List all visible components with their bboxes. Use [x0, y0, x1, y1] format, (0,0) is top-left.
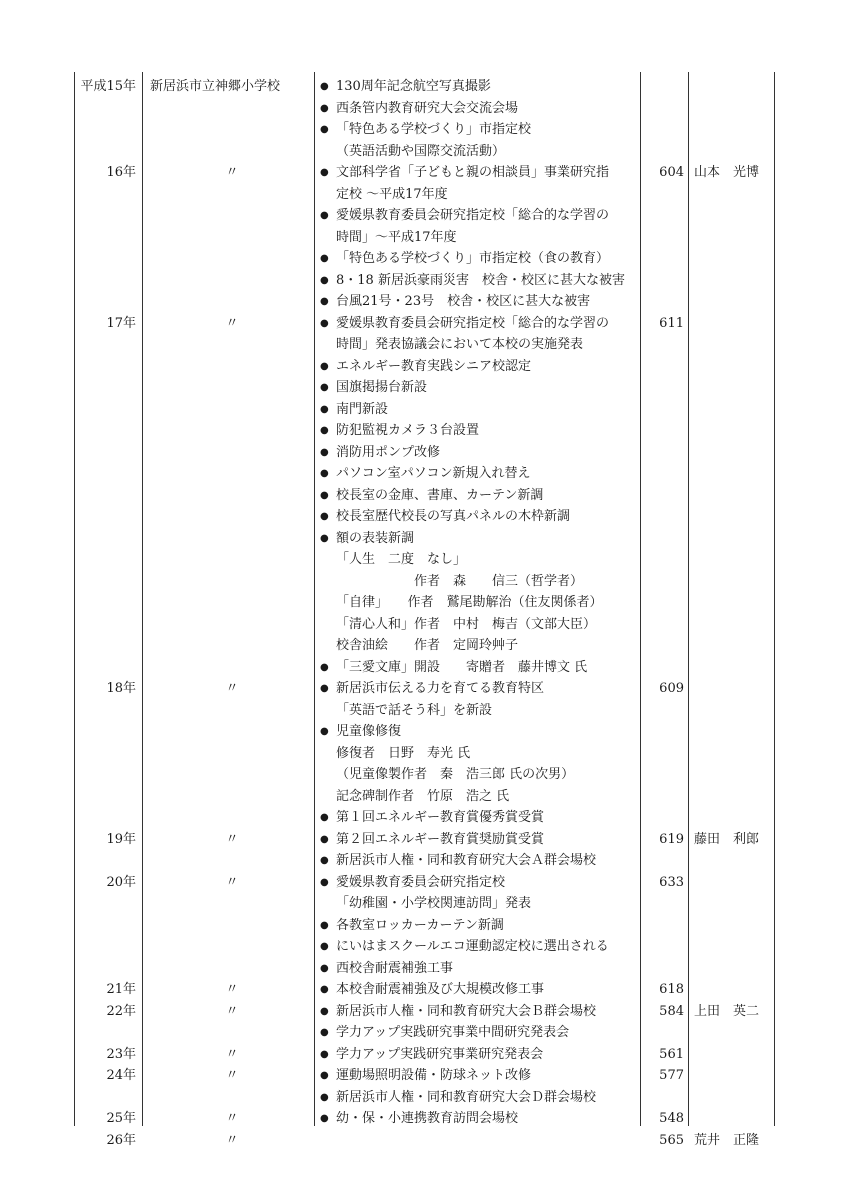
- event-line: 学力アップ実践研究事業研究発表会: [336, 1046, 544, 1062]
- event-line: （児童像製作者 秦 浩三郎 氏の次男）: [336, 767, 575, 782]
- student-count: 561: [659, 1046, 684, 1062]
- bullet-icon: ●: [320, 1005, 329, 1017]
- bullet-icon: ●: [320, 253, 329, 264]
- event-line: 「特色ある学校づくり」市指定校: [336, 122, 532, 137]
- bullet-icon: ●: [320, 876, 329, 888]
- event-line: 「英語で話そう科」を新設: [336, 702, 493, 718]
- divider-count: [688, 72, 689, 1126]
- ditto-mark: 〃: [225, 1068, 239, 1083]
- bullet-icon: ●: [320, 167, 329, 178]
- year-cell: 18年: [106, 681, 136, 696]
- student-count: 619: [659, 831, 684, 847]
- event-line: 新居浜市人権・同和教育研究大会Ｂ群会場校: [336, 1003, 597, 1019]
- principal-name: 藤田 利郎: [694, 831, 760, 847]
- event-line: 文部科学省「子どもと親の相談員」事業研究指: [336, 165, 610, 180]
- student-count: 618: [659, 982, 684, 997]
- ditto-mark: 〃: [225, 1003, 239, 1019]
- event-line: 台風21号・23号 校舎・校区に甚大な被害: [336, 294, 591, 309]
- divider-year: [142, 72, 143, 1126]
- bullet-icon: ●: [320, 941, 329, 952]
- ditto-mark: 〃: [225, 982, 239, 997]
- ditto-mark: 〃: [225, 1046, 239, 1062]
- student-count: 584: [659, 1003, 684, 1019]
- year-cell: 16年: [106, 165, 136, 180]
- bullet-icon: ●: [320, 1091, 329, 1103]
- bullet-icon: ●: [320, 124, 329, 135]
- event-line: 記念碑制作者 竹原 浩之 氏: [336, 788, 510, 804]
- bullet-icon: ●: [320, 446, 329, 458]
- event-line: 130周年記念航空写真撮影: [336, 79, 491, 94]
- ditto-mark: 〃: [225, 315, 239, 331]
- bullet-icon: ●: [320, 919, 329, 931]
- event-line: 校舎油絵 作者 定岡玲艸子: [336, 638, 519, 653]
- student-count: 577: [659, 1068, 684, 1083]
- bullet-icon: ●: [320, 962, 329, 974]
- event-line: エネルギー教育実践シニア校認定: [336, 358, 532, 374]
- year-cell: 平成15年: [80, 79, 136, 94]
- bullet-icon: ●: [320, 855, 329, 866]
- divider-content: [640, 72, 641, 1126]
- student-count: 609: [659, 681, 684, 696]
- event-line: 校長室歴代校長の写真パネルの木枠新調: [336, 509, 571, 524]
- year-cell: 25年: [106, 1111, 136, 1126]
- bullet-icon: ●: [320, 382, 329, 393]
- student-count: 633: [659, 874, 684, 890]
- event-line: 「自律」 作者 鷲尾勘解治（住友関係者）: [336, 595, 603, 610]
- event-line: 愛媛県教育委員会研究指定校: [336, 874, 506, 890]
- principal-name: 山本 光博: [694, 165, 760, 180]
- bullet-icon: ●: [320, 532, 329, 544]
- event-line: 「幼稚園・小学校関連訪問」発表: [336, 896, 532, 911]
- year-cell: 17年: [106, 315, 136, 331]
- event-line: （英語活動や国際交流活動）: [336, 143, 506, 159]
- right-border: [774, 72, 775, 1126]
- principal-name: 荒井 正隆: [694, 1132, 760, 1148]
- left-border: [74, 72, 75, 1126]
- event-line: 8・18 新居浜豪雨災害 校舎・校区に甚大な被害: [336, 272, 625, 288]
- event-line: 新居浜市伝える力を育てる教育特区: [336, 681, 545, 696]
- event-line: パソコン室パソコン新規入れ替え: [336, 466, 531, 481]
- event-line: 「清心人和」作者 中村 梅吉（文部大臣）: [336, 616, 597, 632]
- event-line: 修復者 日野 寿光 氏: [336, 745, 471, 761]
- event-line: 第１回エネルギー教育賞優秀賞受賞: [336, 810, 545, 825]
- event-line: 愛媛県教育委員会研究指定校「総合的な学習の: [336, 208, 610, 223]
- year-cell: 24年: [106, 1068, 136, 1083]
- event-line: 西条管内教育研究大会交流会場: [336, 100, 519, 116]
- bullet-icon: ●: [320, 833, 329, 845]
- event-line: 消防用ポンプ改修: [336, 444, 441, 460]
- event-line: 第２回エネルギー教育賞奨励賞受賞: [336, 831, 545, 847]
- bullet-icon: ●: [320, 274, 329, 286]
- event-line: 「特色ある学校づくり」市指定校（食の教育）: [336, 251, 610, 266]
- bullet-icon: ●: [320, 81, 329, 92]
- bullet-icon: ●: [320, 511, 329, 522]
- event-line: 防犯監視カメラ３台設置: [336, 423, 480, 438]
- year-cell: 26年: [106, 1132, 136, 1148]
- ditto-mark: 〃: [225, 1111, 239, 1126]
- year-cell: 21年: [106, 982, 136, 997]
- event-line: にいはまスクールエコ運動認定校に選出される: [336, 939, 609, 954]
- event-line: 国旗掲揚台新設: [336, 380, 428, 395]
- bullet-icon: ●: [320, 468, 329, 479]
- event-line: 新居浜市人権・同和教育研究大会Ｄ群会場校: [336, 1089, 597, 1105]
- ditto-mark: 〃: [225, 831, 239, 847]
- bullet-icon: ●: [320, 489, 329, 501]
- event-line: 幼・保・小連携教育訪問会場校: [336, 1111, 519, 1126]
- bullet-icon: ●: [320, 317, 329, 329]
- bullet-icon: ●: [320, 683, 329, 694]
- year-cell: 19年: [106, 831, 136, 847]
- bullet-icon: ●: [320, 1113, 329, 1124]
- ditto-mark: 〃: [225, 681, 239, 696]
- event-line: 「人生 二度 なし」: [336, 552, 467, 567]
- bullet-icon: ●: [320, 661, 329, 673]
- event-line: 西校舎耐震補強工事: [336, 960, 454, 976]
- year-cell: 23年: [106, 1046, 136, 1062]
- school-name: 新居浜市立神郷小学校: [150, 79, 281, 94]
- divider-school: [314, 72, 315, 1126]
- student-count: 611: [659, 315, 684, 331]
- bullet-icon: ●: [320, 1027, 329, 1038]
- event-line: 新居浜市人権・同和教育研究大会Ａ群会場校: [336, 853, 597, 868]
- year-cell: 20年: [106, 874, 136, 890]
- year-cell: 22年: [106, 1003, 136, 1019]
- ditto-mark: 〃: [225, 874, 239, 890]
- event-line: 運動場照明設備・防球ネット改修: [336, 1068, 532, 1083]
- bullet-icon: ●: [320, 1048, 329, 1060]
- bullet-icon: ●: [320, 360, 329, 372]
- bullet-icon: ●: [320, 425, 329, 436]
- bullet-icon: ●: [320, 984, 329, 995]
- event-line: 愛媛県教育委員会研究指定校「総合的な学習の: [336, 315, 610, 331]
- student-count: 565: [659, 1132, 684, 1148]
- event-line: 校長室の金庫、書庫、カーテン新調: [336, 487, 544, 503]
- event-line: 学力アップ実践研究事業中間研究発表会: [336, 1025, 570, 1040]
- principal-name: 上田 英二: [694, 1003, 760, 1019]
- bullet-icon: ●: [320, 296, 329, 307]
- event-line: 「三愛文庫」開設 寄贈者 藤井博文 氏: [336, 659, 588, 675]
- student-count: 548: [659, 1111, 684, 1126]
- student-count: 604: [659, 165, 684, 180]
- event-line: 本校舎耐震補強及び大規模改修工事: [336, 982, 545, 997]
- ditto-mark: 〃: [225, 1132, 239, 1148]
- event-line: 南門新設: [336, 401, 389, 417]
- bullet-icon: ●: [320, 726, 329, 737]
- event-line: 作者 森 信三（哲学者）: [336, 573, 584, 589]
- event-line: 児童像修復: [336, 724, 402, 739]
- event-line: 額の表装新調: [336, 530, 415, 546]
- bullet-icon: ●: [320, 403, 329, 415]
- bullet-icon: ●: [320, 812, 329, 823]
- event-line: 時間」発表協議会において本校の実施発表: [336, 337, 584, 352]
- event-line: 時間」～平成17年度: [336, 229, 457, 245]
- event-line: 定校 ～平成17年度: [336, 186, 448, 202]
- bullet-icon: ●: [320, 210, 329, 221]
- bullet-icon: ●: [320, 1070, 329, 1081]
- ditto-mark: 〃: [225, 165, 239, 180]
- event-line: 各教室ロッカーカーテン新調: [336, 917, 504, 933]
- bullet-icon: ●: [320, 102, 329, 114]
